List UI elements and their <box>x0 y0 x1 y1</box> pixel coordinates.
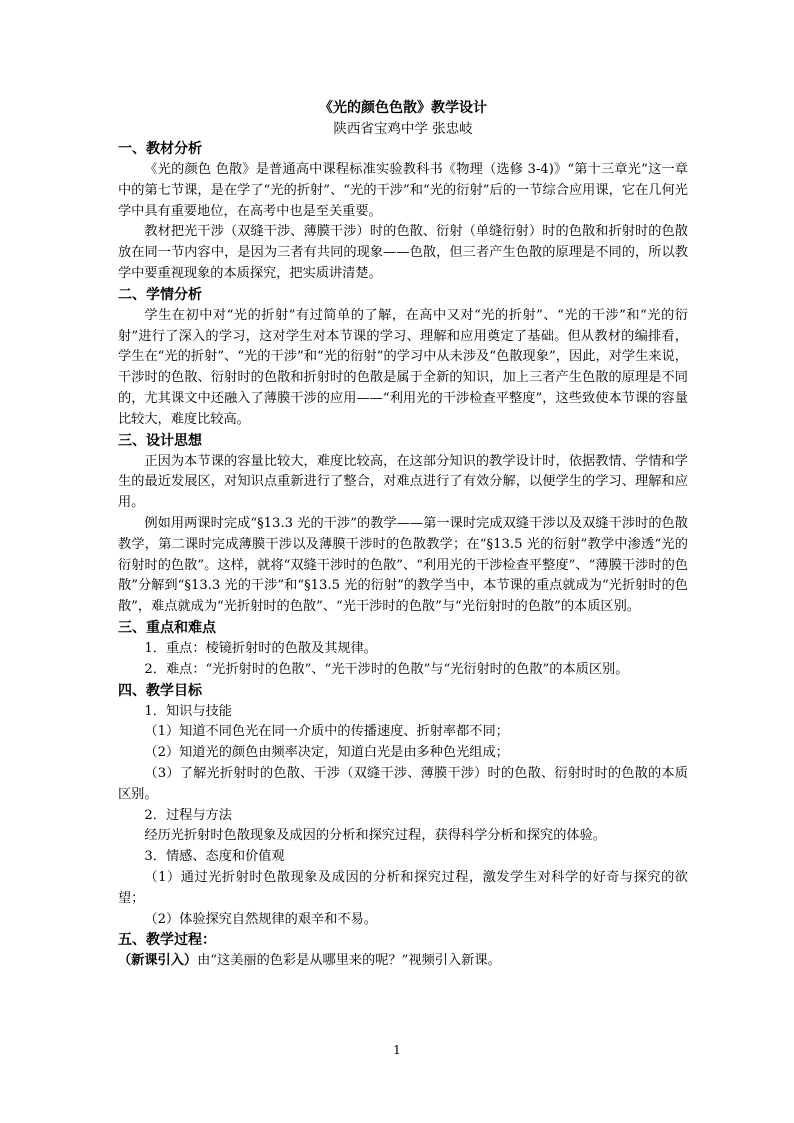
subheading: 2．过程与方法 <box>144 807 232 823</box>
paragraph: 学生在初中对“光的折射”有过简单的了解，在高中又对“光的折射”、“光的干涉”和“光的衍射”进行了深入的学习，这对学生对本节课的学习、理解和应用奠定了基础。但从教材的编排看，学生在“光的折射”、“光的干涉”和“光的衍射”的学习中从未涉及“色散现象”，因此，对学生来说，干涉时的色散、衍射时的色散和折射时的色散是属于全新的知识，加上三者产生色散的原理是不同的，尤其课文中还融入了薄膜干涉的应用——“利用光的干涉检查平整度”，这些致使本节课的容量比较大，难度比较高。 <box>118 307 688 427</box>
subheading: 1．知识与技能 <box>144 703 232 719</box>
paragraph: 例如用两课时完成“§13.3 光的干涉”的教学——第一课时完成双缝干涉以及双缝干涉时的色散教学，第二课时完成薄膜干涉以及薄膜干涉时的色散教学；在“§13.5 光的衍射”教学中渗透“光的衍射时的色散”。这样，就将“双缝干涉时的色散”、“利用光的干涉检查平整度”、“薄膜干涉时的色散”分解到“§13.3 光的干涉”和“§13.5 光的衍射”的教学当中，本节课的重点就成为“光折射时的色散”，难点就成为“光折射时的色散”、“光干涉时的色散”与“光衍射时的色散”的本质区别。 <box>118 515 688 615</box>
document-body <box>118 98 688 972</box>
lead-in-text: 由“这美丽的色彩是从哪里来的呢？”视频引入新课。 <box>197 953 501 969</box>
section-heading-key-points: 三、重点和难点 <box>118 619 216 636</box>
lead-in-line <box>118 951 688 972</box>
document-author: 陕西省宝鸡中学 张忠岐 <box>333 121 473 137</box>
paragraph: 正因为本节课的容量比较大，难度比较高，在这部分知识的教学设计时，依据教情、学情和学生的最近发展区，对知识点重新进行了整合，对难点进行了有效分解，以便学生的学习、理解和应用。 <box>118 453 688 511</box>
section-heading-design-idea: 三、设计思想 <box>118 432 202 449</box>
subheading: 3．情感、态度和价值观 <box>144 849 285 865</box>
document-title: 《光的颜色色散》教学设计 <box>319 100 487 116</box>
list-item: （3）了解光折射时的色散、干涉（双缝干涉、薄膜干涉）时的色散、衍射时时的色散的本质区别。 <box>118 765 688 802</box>
list-item: 2．难点：“光折射时的色散”、“光干涉时的色散”与“光衍射时的色散”的本质区别。 <box>144 661 629 677</box>
lead-in-label: （新课引入） <box>118 953 198 969</box>
page-number: 1 <box>393 1043 401 1057</box>
list-item: 经历光折射时色散现象及成因的分析和探究过程，获得科学分析和探究的体验。 <box>144 828 606 844</box>
section-heading-textbook-analysis: 一、教材分析 <box>118 141 202 157</box>
list-item: 1．重点：棱镜折射时的色散及其规律。 <box>144 640 377 656</box>
list-item: （2）知道光的颜色由频率决定，知道白光是由多种色光组成； <box>144 745 509 761</box>
section-heading-learner-analysis: 二、学情分析 <box>118 286 202 303</box>
section-heading-teaching-process: 五、教学过程： <box>118 932 216 949</box>
list-item: （2）体验探究自然规律的艰辛和不易。 <box>144 911 377 927</box>
section-heading-teaching-goals: 四、教学目标 <box>118 682 202 699</box>
list-item: （1）通过光折射时色散现象及成因的分析和探究过程，激发学生对科学的好奇与探究的欲望； <box>118 869 688 906</box>
paragraph: 《光的颜色 色散》是普通高中课程标准实验教科书《物理（选修 3-4)》“第十三章光”这一章中的第七节课，是在学了“光的折射”、“光的干涉”和“光的衍射”后的一节综合应用课，它在几何光学中具有重要地位，在高考中也是至关重要。 <box>118 162 688 219</box>
list-item: （1）知道不同色光在同一介质中的传播速度、折射率都不同； <box>144 724 509 740</box>
paragraph: 教材把光干涉（双缝干涉、薄膜干涉）时的色散、衍射（单缝衍射）时的色散和折射时的色散放在同一节内容中，是因为三者有共同的现象——色散，但三者产生色散的原理是不同的，所以教学中要重视现象的本质探究，把实质讲清楚。 <box>118 224 688 281</box>
